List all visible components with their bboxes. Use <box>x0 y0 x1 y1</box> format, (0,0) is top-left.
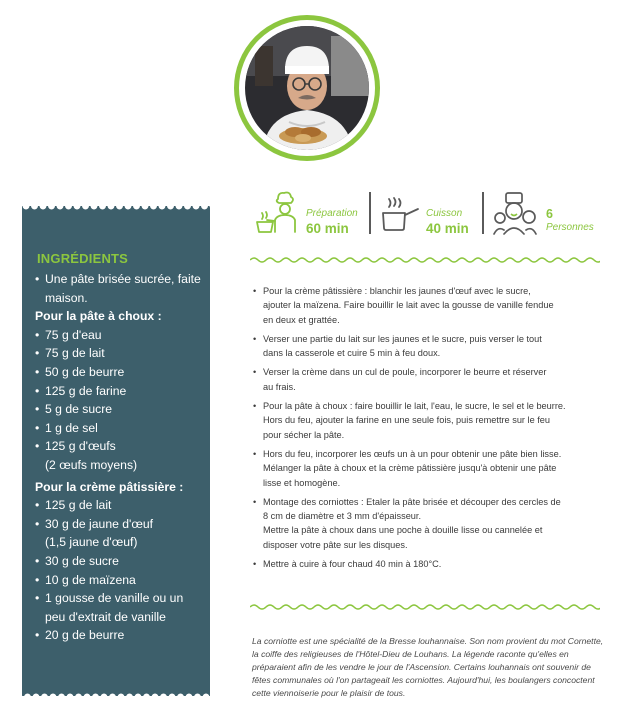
chef-cooking-icon <box>253 190 301 236</box>
step-item: • Verser une partie du lait sur les jaunes et le sucre, puis verser le tout dans la casserole et cuire 5 min à feu doux. <box>252 332 602 361</box>
preparation-value: 60 min <box>306 221 349 236</box>
ingredient-note: (1,5 jaune d'œuf) <box>45 535 138 550</box>
ingredient-item: • 125 g d'œufs <box>35 437 203 456</box>
cuisson-value: 40 min <box>426 221 469 236</box>
preparation-label: Préparation <box>306 208 358 219</box>
wavy-divider <box>250 603 600 611</box>
step-item: • Verser la crème dans un cul de poule, incorporer le beurre et réserver au frais. <box>252 365 602 394</box>
ingredient-item: • 10 g de maïzena <box>35 571 203 590</box>
chef-photo-frame <box>234 15 380 161</box>
panel-scalloped-edge-top <box>22 206 210 213</box>
recipe-steps <box>252 284 602 576</box>
meta-divider <box>369 192 371 234</box>
ingredient-item: • 75 g d'eau <box>35 326 203 345</box>
ingredient-item: • 125 g de lait <box>35 496 203 515</box>
ingredient-item: • 50 g de beurre <box>35 363 203 382</box>
persons-label: Personnes <box>546 222 594 233</box>
ingredient-item: • 1 gousse de vanille ou un peu d'extrait de vanille <box>35 589 203 626</box>
step-item: • Hors du feu, incorporer les œufs un à un pour obtenir une pâte bien lisse. Mélanger la pâte à choux et la crème pâtissière jusqu'à obtenir une pâte lisse et homogène. <box>252 447 602 490</box>
ingredient-item: • Une pâte brisée sucrée, faite maison. <box>35 270 203 307</box>
step-item: • Pour la pâte à choux : faire bouillir le lait, l'eau, le sucre, le sel et le beurre. Hors du feu, ajouter la farine en une seule fois, puis remettre sur le feu pour sécher la pâte. <box>252 399 602 442</box>
history-note: La corniotte est une spécialité de la Bresse louhannaise. Son nom provient du mot Cornette, la coiffe des religieuses de l'Hôtel-Dieu de Louhans. La légende raconte qu'elles en préparaient afin de les vendre le jour de l'Ascension. Certains louhannais ont souvenir de fêtes communales où l'on partageait les corniottes. Aujourd'hui, les boulangers concoctent cette viennoiserie pour le plaisir de tous. <box>252 635 604 698</box>
ingredient-group-heading: Pour la crème pâtissière : <box>35 479 184 494</box>
saucepan-icon <box>380 196 420 234</box>
step-item: • Mettre à cuire à four chaud 40 min à 180°C. <box>252 557 602 571</box>
chef-photo <box>245 26 369 150</box>
step-item: • Pour la crème pâtissière : blanchir les jaunes d'œuf avec le sucre, ajouter la maïzena. Faire bouillir le lait avec la gousse de vanille fendue en deux et grattée. <box>252 284 602 327</box>
ingredient-group-heading: Pour la pâte à choux : <box>35 309 162 324</box>
ingredient-item: • 5 g de sucre <box>35 400 203 419</box>
ingredient-note: (2 œufs moyens) <box>45 457 138 472</box>
step-item: • Montage des corniottes : Etaler la pâte brisée et découper des cercles de 8 cm de diamètre et 3 mm d'épaisseur. Mettre la pâte à choux dans une poche à douille lisse ou cannelée et disposer votre pâte sur les disques. <box>252 495 602 552</box>
ingredients-list <box>35 270 203 645</box>
meta-divider <box>482 192 484 234</box>
cuisson-label: Cuisson <box>426 208 463 219</box>
people-icon <box>492 190 538 236</box>
ingredient-item: • 30 g de jaune d'œuf <box>35 515 203 534</box>
ingredient-item: • 1 g de sel <box>35 419 203 438</box>
ingredient-item: • 125 g de farine <box>35 382 203 401</box>
ingredient-item: • 75 g de lait <box>35 344 203 363</box>
ingredients-panel <box>22 206 210 696</box>
persons-value: 6 <box>546 207 553 221</box>
panel-scalloped-edge-bottom <box>22 690 210 697</box>
ingredient-item: • 20 g de beurre <box>35 626 203 645</box>
ingredient-item: • 30 g de sucre <box>35 552 203 571</box>
wavy-divider <box>250 256 600 264</box>
ingredients-title: INGRÉDIENTS <box>37 251 129 266</box>
